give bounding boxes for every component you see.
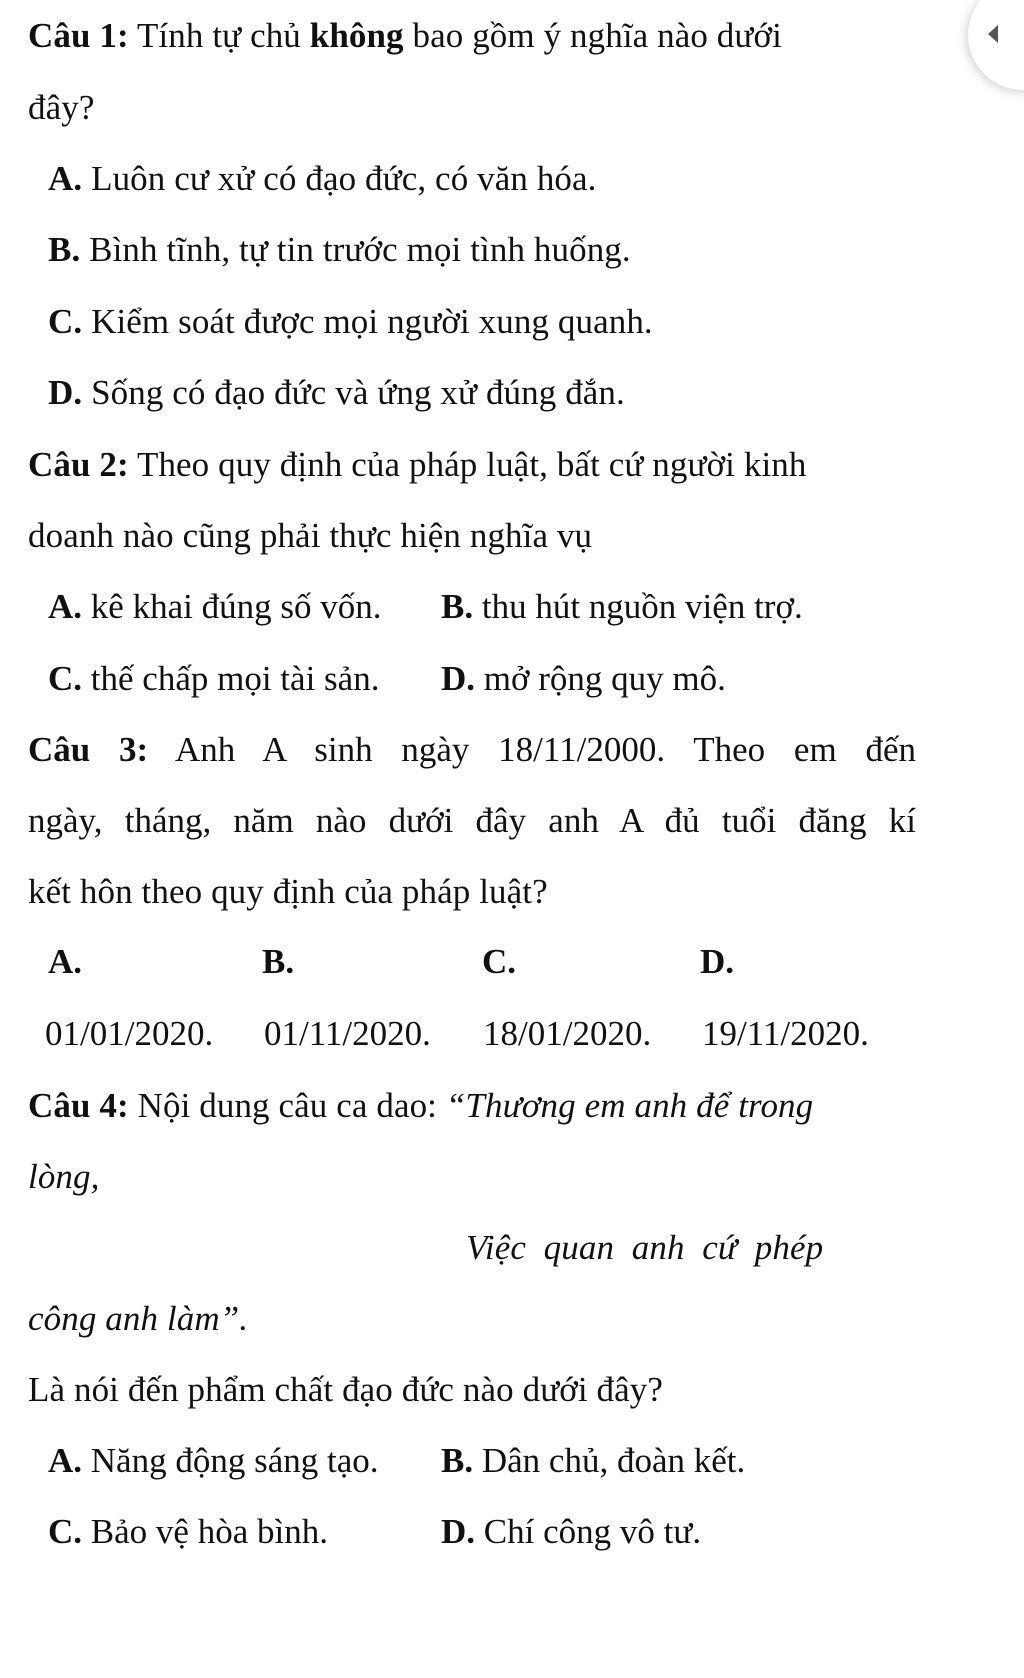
q3-stem-line2: ngày, tháng, năm nào dưới đây anh A đủ tuổi đăng kí: [28, 801, 916, 840]
q3-option-c-text: 18/01/2020.: [483, 1014, 652, 1053]
q3-option-d-letter: D.: [700, 942, 735, 981]
q3-option-b-letter: B.: [262, 942, 295, 981]
chevron-left-icon: [988, 25, 998, 43]
q3-option-a-text: 01/01/2020.: [45, 1014, 214, 1053]
q2-stem-line1: Câu 2: Theo quy định của pháp luật, bất cứ người kinh: [28, 445, 807, 484]
q1-stem-line2: đây?: [28, 88, 95, 127]
q4-stem-line1: Câu 4: Nội dung câu ca dao: “Thương em anh để trong: [28, 1086, 814, 1125]
q1-option-d: D. Sống có đạo đức và ứng xử đúng đắn.: [48, 373, 625, 412]
q4-label: Câu 4:: [28, 1086, 129, 1125]
q4-option-d: D. Chí công vô tư.: [441, 1512, 702, 1551]
q4-quote-part2: lòng,: [28, 1157, 100, 1196]
q2-stem-line2: doanh nào cũng phải thực hiện nghĩa vụ: [28, 516, 593, 555]
q4-question: Là nói đến phẩm chất đạo đức nào dưới đây?: [28, 1370, 664, 1409]
q1-option-c: C. Kiểm soát được mọi người xung quanh.: [48, 302, 653, 341]
q4-quote-part4: công anh làm”.: [28, 1299, 249, 1338]
q3-option-d-text: 19/11/2020.: [702, 1014, 869, 1053]
q3-label: Câu 3:: [28, 730, 149, 769]
q2-label: Câu 2:: [28, 445, 129, 484]
q3-stem-line1: Câu 3: Anh A sinh ngày 18/11/2000. Theo em đến: [28, 730, 916, 769]
q3-stem-line3: kết hôn theo quy định của pháp luật?: [28, 872, 548, 911]
q2-option-d: D. mở rộng quy mô.: [441, 659, 726, 698]
q4-option-a: A. Năng động sáng tạo.: [48, 1441, 379, 1480]
q1-option-b: B. Bình tĩnh, tự tin trước mọi tình huống.: [48, 230, 631, 269]
q1-emphasis: không: [309, 16, 404, 55]
q1-stem-line1: Câu 1: Tính tự chủ không bao gồm ý nghĩa nào dưới: [28, 16, 782, 55]
q1-label: Câu 1:: [28, 16, 129, 55]
q1-option-a: A. Luôn cư xử có đạo đức, có văn hóa.: [48, 159, 597, 198]
side-panel-toggle[interactable]: [968, 0, 1024, 90]
q2-option-c: C. thế chấp mọi tài sản.: [48, 659, 380, 698]
q2-option-a: A. kê khai đúng số vốn.: [48, 587, 382, 626]
q2-option-b: B. thu hút nguồn viện trợ.: [441, 587, 803, 626]
q4-option-c: C. Bảo vệ hòa bình.: [48, 1512, 328, 1551]
q3-option-c-letter: C.: [482, 942, 517, 981]
q4-quote-part3: Việc quan anh cứ phép: [466, 1228, 824, 1267]
q3-option-a-letter: A.: [48, 942, 83, 981]
q3-option-b-text: 01/11/2020.: [264, 1014, 431, 1053]
q4-quote-part1: “Thương em anh để trong: [445, 1086, 814, 1125]
q4-option-b: B. Dân chủ, đoàn kết.: [441, 1441, 746, 1480]
